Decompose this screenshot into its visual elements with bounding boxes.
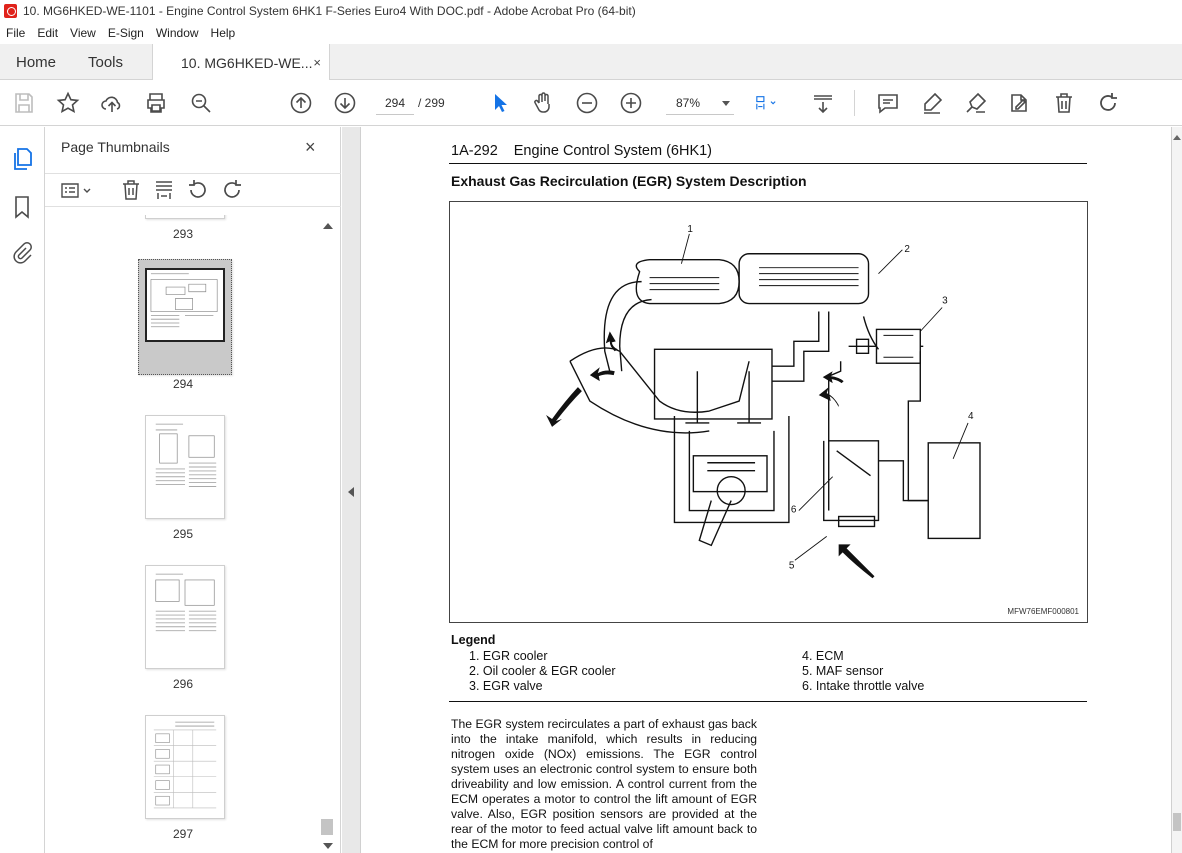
- thumbnail-page-selected[interactable]: [138, 259, 232, 375]
- panel-toolbar: [45, 173, 341, 207]
- menu-edit[interactable]: Edit: [37, 26, 59, 40]
- thumbnail-viewport: [145, 268, 225, 342]
- window-title: 10. MG6HKED-WE-1101 - Engine Control System 6HK1 F-Series Euro4 With DOC.pdf - Adobe Acrobat Pro (64-bit): [23, 4, 636, 18]
- thumbnail-label: 294: [172, 377, 194, 391]
- main-toolbar: [0, 80, 1182, 126]
- menu-file[interactable]: File: [6, 26, 26, 40]
- diagram-drawing: [450, 202, 1087, 622]
- rotate-clockwise-icon[interactable]: [1096, 91, 1120, 115]
- thumbnail-page[interactable]: [145, 565, 225, 669]
- menu-window[interactable]: Window: [155, 26, 199, 40]
- callout-1: 1: [687, 223, 693, 235]
- thumbnail-label: 293: [172, 227, 194, 241]
- thumbnail-label: 295: [172, 527, 194, 541]
- body-paragraph: The EGR system recirculates a part of exhaust gas back into the intake manifold, which results in reducing nitrogen oxide (NOx) emissions. The EGR control system uses an electronic control system to ensure both driveability and low emission. A control current from the ECM operates a motor to control the lift amount of EGR valve. Also, EGR position sensors are provided at the rear of the motor to feed actual valve lift amount back to the ECM for more precision control of: [451, 717, 757, 851]
- title-bar: [0, 0, 1182, 22]
- callout-2: 2: [904, 243, 910, 255]
- document-scrollbar[interactable]: [1172, 127, 1182, 853]
- tab-home[interactable]: Home: [16, 53, 57, 71]
- callout-6: 6: [790, 504, 797, 516]
- thumbnail-preview: [146, 716, 224, 818]
- print-icon[interactable]: [144, 91, 168, 115]
- panel-close-icon[interactable]: ×: [305, 137, 316, 157]
- save-icon[interactable]: [12, 91, 36, 115]
- zoom-level-select[interactable]: [666, 91, 734, 115]
- page-thumbnails-icon[interactable]: [11, 147, 33, 171]
- tab-bar: [0, 44, 1182, 80]
- page-total: / 299: [418, 96, 445, 110]
- thumbnail-scrollbar[interactable]: [321, 819, 333, 835]
- callout-5: 5: [788, 560, 795, 572]
- legend-title: Legend: [451, 633, 496, 647]
- document-viewer[interactable]: [342, 127, 1182, 853]
- thumbnail-preview: [146, 566, 224, 668]
- legend-item: 5. MAF sensor: [802, 664, 884, 678]
- tab-document-label: 10. MG6HKED-WE...: [181, 54, 313, 71]
- menu-esign[interactable]: E-Sign: [107, 26, 144, 40]
- thumbnail-options-icon[interactable]: [59, 179, 93, 201]
- menu-bar: [0, 22, 1182, 44]
- tab-document[interactable]: [152, 44, 330, 81]
- scroll-mode-icon[interactable]: [811, 91, 835, 115]
- delete-page-icon[interactable]: [120, 179, 142, 201]
- thumbnail-page[interactable]: [145, 715, 225, 819]
- menu-view[interactable]: View: [70, 26, 96, 40]
- chevron-down-icon: [722, 101, 730, 106]
- legend-item: 6. Intake throttle valve: [802, 679, 925, 693]
- callout-4: 4: [968, 410, 974, 422]
- zoom-level-value: 87%: [676, 96, 701, 110]
- legend-item: 3. EGR valve: [469, 679, 543, 693]
- edit-sign-icon[interactable]: [1008, 91, 1032, 115]
- thumbnail-list: [45, 215, 315, 853]
- tab-tools[interactable]: Tools: [88, 53, 124, 71]
- legend-item: 4. ECM: [802, 649, 844, 663]
- delete-trash-icon[interactable]: [1052, 91, 1076, 115]
- thumbnail-label: 296: [172, 677, 194, 691]
- thumbnail-page[interactable]: [145, 215, 225, 219]
- page-header-number: 1A-292: [451, 143, 498, 159]
- egr-system-diagram: [449, 201, 1088, 623]
- page-display-icon[interactable]: [754, 91, 788, 115]
- thumbnail-preview: [146, 416, 224, 518]
- sign-pen-icon[interactable]: [964, 91, 988, 115]
- header-divider: [449, 163, 1087, 164]
- collapse-panel-icon[interactable]: [348, 487, 354, 497]
- document-scroll-thumb[interactable]: [1173, 813, 1181, 831]
- page-thumbnails-panel: [45, 127, 341, 853]
- figure-code: MFW76EMF000801: [1007, 607, 1079, 616]
- tab-close-icon[interactable]: ×: [313, 55, 321, 70]
- attachments-paperclip-icon[interactable]: [11, 241, 33, 265]
- star-icon[interactable]: [56, 91, 80, 115]
- rotate-clockwise-icon[interactable]: [221, 179, 243, 201]
- extract-pages-icon[interactable]: [153, 179, 175, 201]
- rotate-counterclockwise-icon[interactable]: [187, 179, 209, 201]
- page-header: [451, 143, 712, 159]
- thumbnail-label: 297: [172, 827, 194, 841]
- scroll-up-icon[interactable]: [323, 223, 333, 229]
- highlight-pen-icon[interactable]: [920, 91, 944, 115]
- legend-item: 1. EGR cooler: [469, 649, 548, 663]
- hand-tool-icon[interactable]: [531, 91, 555, 115]
- page-number-input[interactable]: 294: [376, 91, 414, 115]
- page-header-title: Engine Control System (6HK1): [513, 143, 713, 159]
- comment-icon[interactable]: [876, 91, 900, 115]
- zoom-in-icon[interactable]: [619, 91, 643, 115]
- panel-title: Page Thumbnails: [61, 139, 170, 155]
- callout-3: 3: [942, 295, 948, 307]
- thumbnail-page[interactable]: [145, 415, 225, 519]
- scroll-up-icon[interactable]: [1173, 135, 1181, 140]
- legend-divider: [449, 701, 1087, 702]
- zoom-out-icon[interactable]: [575, 91, 599, 115]
- menu-help[interactable]: Help: [210, 26, 236, 40]
- select-cursor-icon[interactable]: [488, 91, 512, 115]
- scroll-down-icon[interactable]: [323, 843, 333, 849]
- legend-item: 2. Oil cooler & EGR cooler: [469, 664, 616, 678]
- left-navigation-rail: [0, 127, 45, 853]
- bookmarks-icon[interactable]: [11, 195, 33, 219]
- toolbar-divider: [854, 90, 855, 116]
- zoom-search-icon[interactable]: [189, 91, 213, 115]
- acrobat-logo-icon: [4, 4, 17, 18]
- thumbnail-preview: [147, 270, 223, 340]
- upload-cloud-icon[interactable]: [100, 91, 124, 115]
- next-page-icon[interactable]: [333, 91, 357, 115]
- pdf-page: [360, 127, 1172, 853]
- previous-page-icon[interactable]: [289, 91, 313, 115]
- section-title: Exhaust Gas Recirculation (EGR) System Description: [451, 173, 807, 189]
